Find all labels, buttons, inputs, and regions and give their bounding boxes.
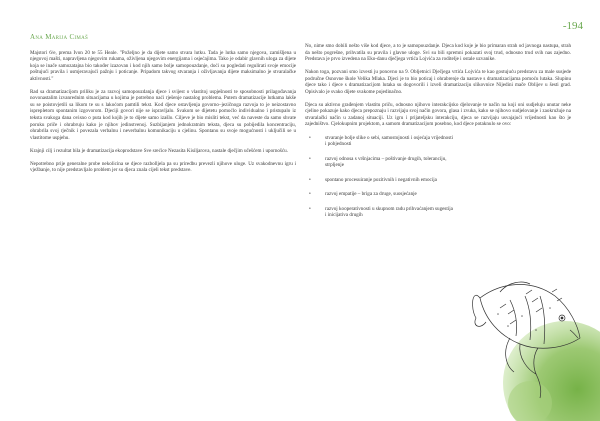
right-paragraph-3: Djeca su aktivno građenjem vlastitu priču, odnosno njihovo interakcijsko djelovanje te način na koji oni sudjeluju unutar neke cjeline pokazuje kako djeca prepoznaju i razvijaju svoj način govora, glasa i zvuka, kako se njihovo sudjelovanje i zaokružuje na stvaralački način u zadanoj situaciji. Uz igru i prijateljsku interakciju, djeca se razvijaju usvajajući vrijednosti kao što je zajedništvo. Cjelokupnim projektom, a samom dramatizacijom posebno, kod djece potaknulo se ovo: [305,101,571,128]
left-paragraph-4: Nepotrebno prije generalne probe nekolicina se djece razbolljela pa su priredbu prevezli njihove uloge. Uz svakodnevnu igru i vježbanje, to nije predstavljalo problem jer su djeca znala cijeli tekst predstave. [30,160,296,174]
page-number: -194 [562,20,583,32]
right-paragraph-2: Nakon toga, pozvani smo izvesti ju ponovno na 9. Obljetnici Dječjega vrtića Lojvića te kao gostujuću predstavu za male susjede područne Osnovne škole Velika Mlaka. Djeci je to bio poticaj i ohrabrenje da nastave s dramatizacijama pomoću lutaka. Slupinu djece tako i djece s dramatizacijom lutaka su dogovorili i izveli dramatizaciju slikovnice Nijedini mače Oblijev u šesti grad. Opisivalo je svako dijete svakome pojedinačno. [305,69,571,95]
author-name: Ana Marija Cimaš [30,33,89,41]
left-column [30,30,296,180]
left-paragraph-1: Majstori 6/e, prema Ivon 20 te 55 Heale. "Poželjno je da dijete samo stvara lutku. Tada je lutka samo njegova, zamišljena u njegovoj mašti, napravljena njegovim rukama, oživljena njegovim energijama i osjećajima. Tako je odabir glavnih uloga za dijete koja se inače samozatajna bio također izazovan i kod njih samo bolje samopouzdanje, doći su pogledati regulirati svoje emocije poštujući pravila i usmjeravajući pažnju i poticanje. Pripadom takvog stvaranja i oživljavanja dijete maksimalno je stvaralačke aktivnosti." [30,49,296,82]
list-item: • razvoj odnosa s vršnjacima – poštivanje drugih, toleranciju, strpljenje [305,156,455,169]
left-paragraph-2: Rad sa dramatizacijom priliku je za razvoj samopouzdanja djece i svijest o vlastitoj uspješnosti te sposobnosti prilagođavanja novonastalim izvanrednim situacijama u kojima je potrebno naći rješenje nastalog problema. Putem dramatizacije lutkama lakše su se poistovjetili sa likom te su s lakoćom pamtili tekst. Kod djece ostavljenja govorno–jezičnoga razvoja to je neizostavno isprepletom spontanim izgovorom. Djeciji govori nije se ispravljalo. Svakom se dijetetu pomoćlo individualno i pristupalo iz teksta svakoga dana ovisno o puta kod kojih je to dijete samo izašlo. Ciljeve je bio misliti tekst, već da naveste da samo shvate poruku priče i ohrabruju kako je njihov jedinstvenoj. Suzbijanjem jednokratnim teksta, djeca su pobijedila koncentraciju, ohrabrila svoj rječnik i povezala verbalnu i neverbalnu komunikaciju u cjelinu. Spontanu su svoje mogućnosti i uključili se u vlastitome uspjehu. [30,88,296,141]
right-paragraph-1: No, nime smo dobili nešto više kod djece, a to je samopouzdanje. Djeca kod koje je bio primaran strah od javnoga nastupa, strah da nešto pogrešne, prihvatila su pravila i glavne uloge. Svi su bili spremni pokazati svoj trud, odnosno trud svih nas zajedno. Predstava je prvo izvedena na Eko-danu dječjega vrtića Lojvića za roditelje i ostale uzvanike. [305,43,571,63]
list-item: • razvoj kooperativnosti u skupnom radu prihvaćanjem sugestija i inicijativa drugih [305,206,455,219]
list-item: • razvoj empatije – briga za druge, suosjećanje [305,191,455,198]
list-item: • stvaranje bolje slike o sebi, samostojnosti i osjećaja vrijednosti i pobjednosti [305,135,455,148]
fish-watercolor-illustration-icon [470,278,600,421]
list-item: • spontano procesuiranje pozitivnih i negativnih emocija [305,177,455,184]
right-column [305,30,571,227]
outcomes-list [305,135,571,219]
left-paragraph-3: Krajnji cilj i rezultat bila je dramatizacija ekoprodstave Sve srećice Nezasita Kisiljarova, nastale dječjim učešćem i upornošću. [30,147,288,154]
